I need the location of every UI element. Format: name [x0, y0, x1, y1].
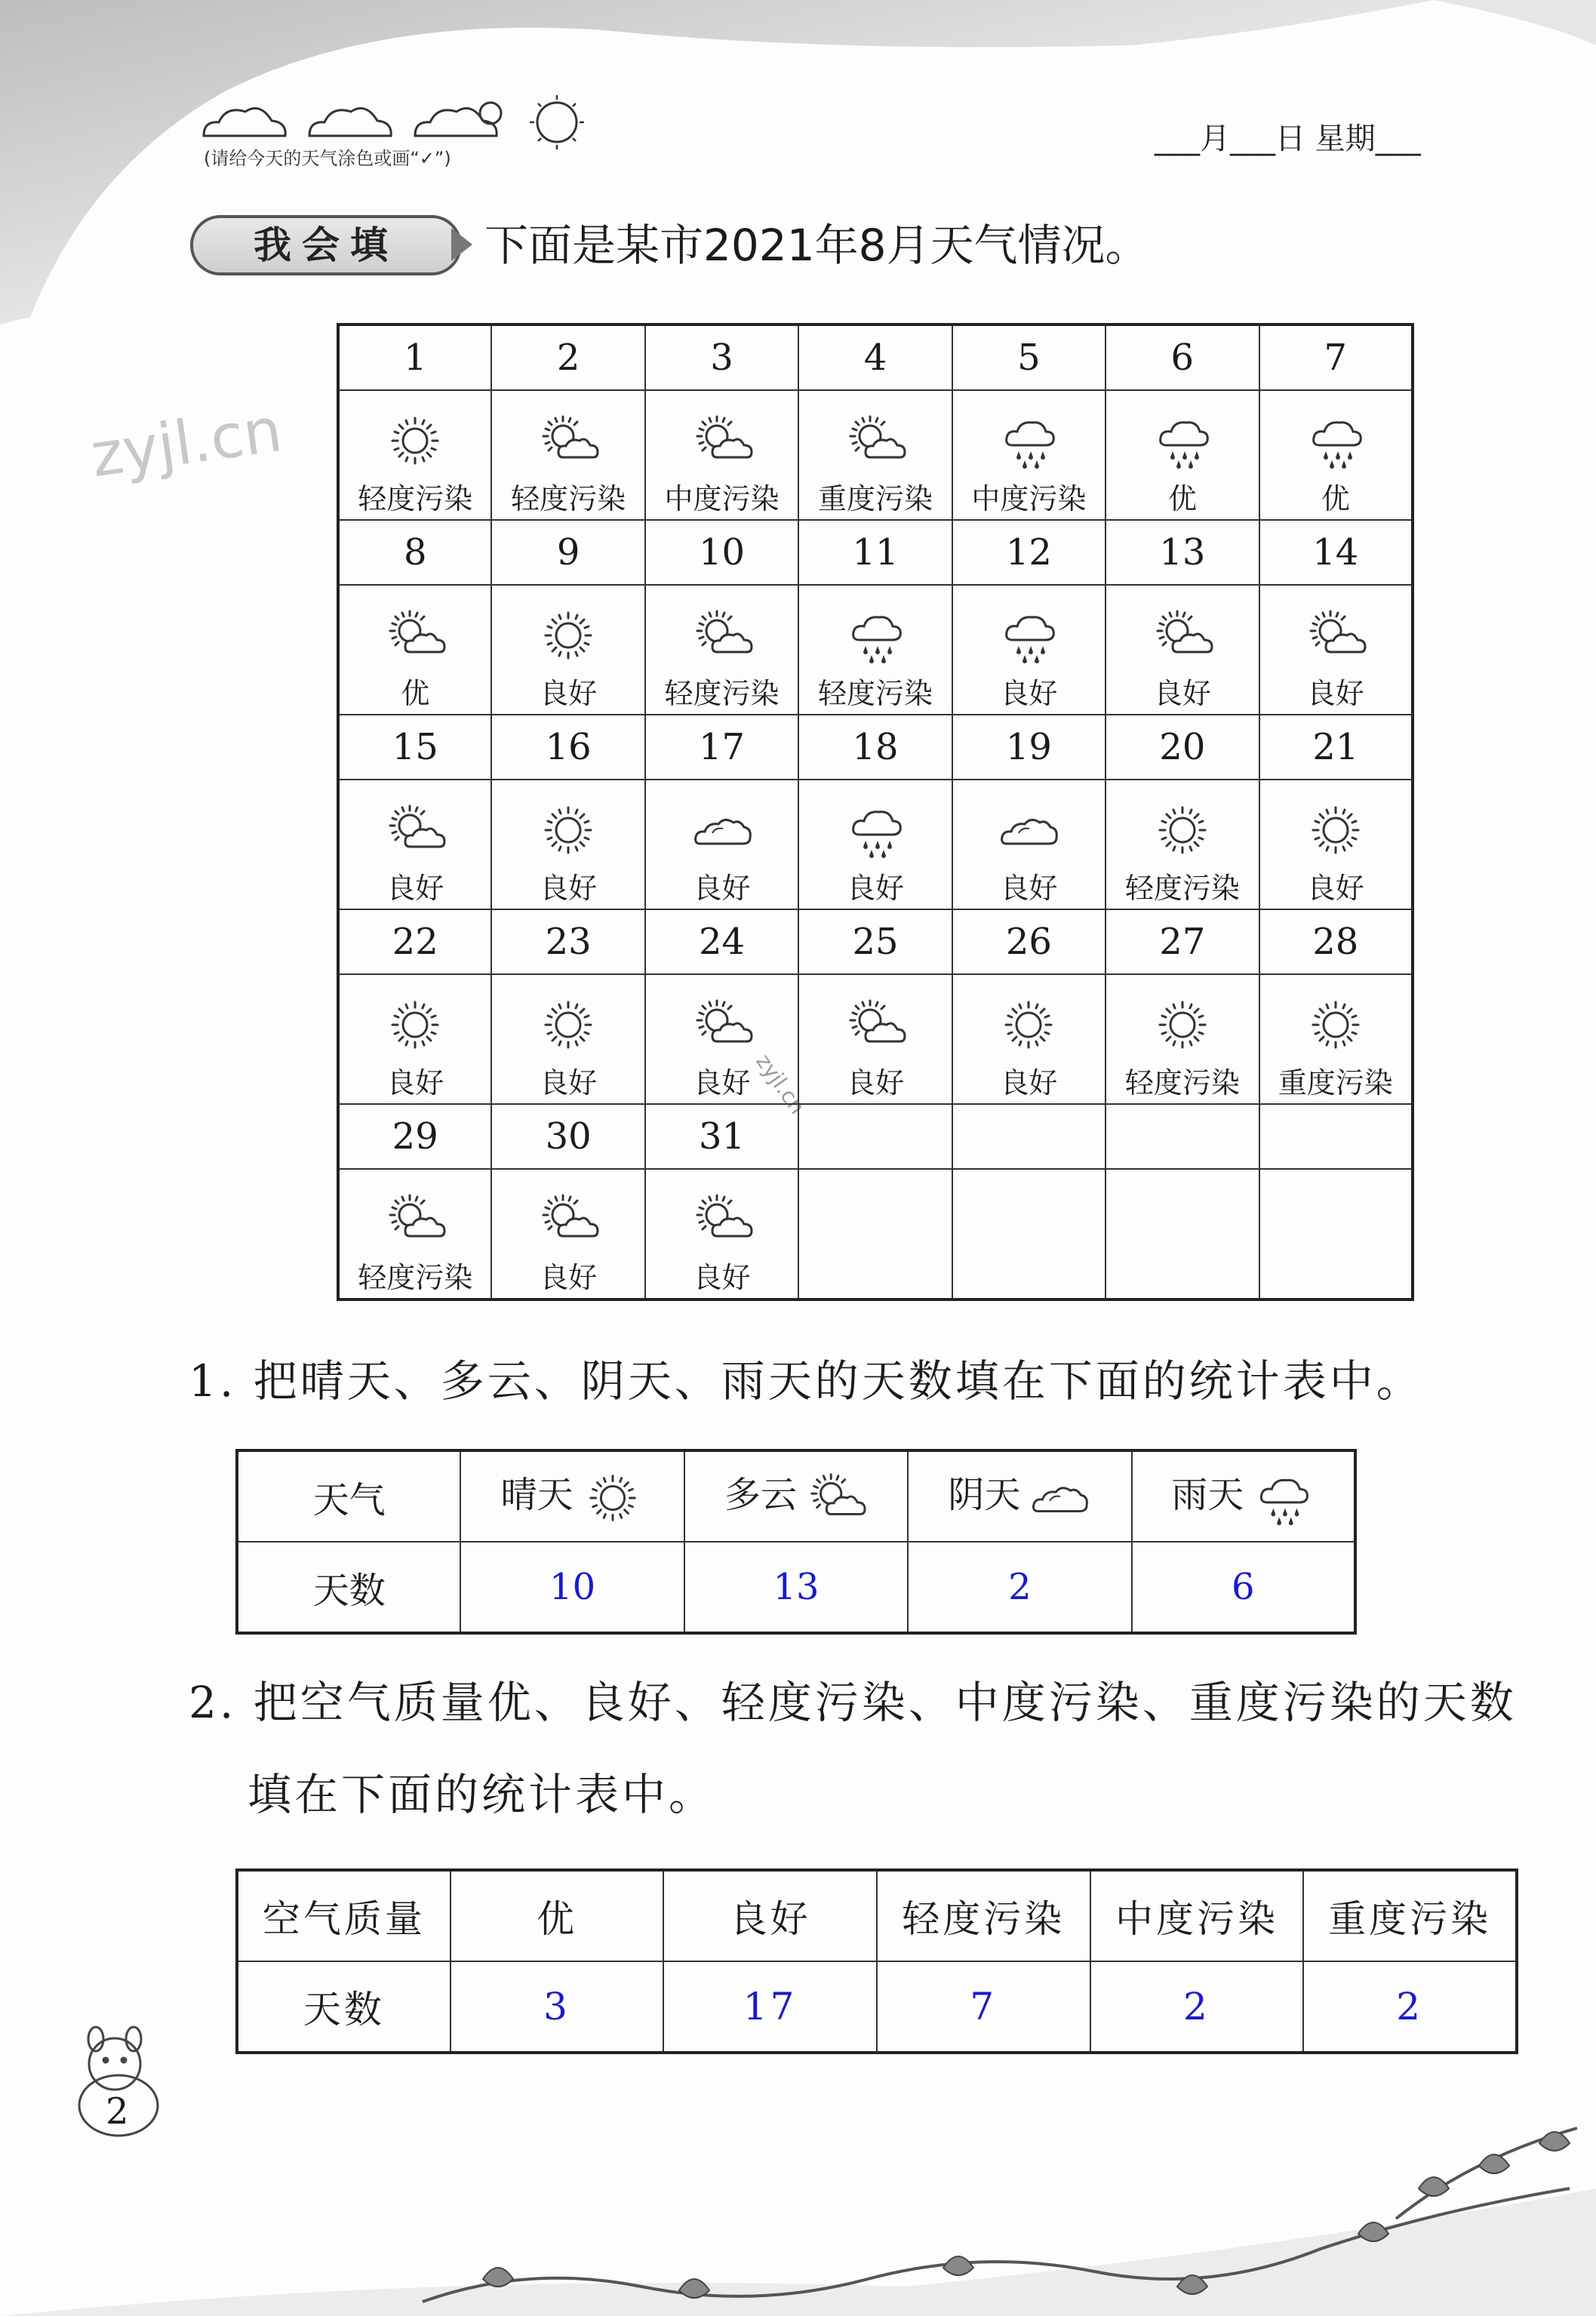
calendar-day-row — [338, 520, 1413, 585]
sunny-icon — [1303, 995, 1368, 1055]
air-quality-label: 良好 — [540, 1066, 598, 1100]
partly-cloudy-icon — [843, 411, 908, 471]
air-quality-label: 中度污染 — [971, 482, 1087, 515]
sunny-icon — [536, 995, 601, 1055]
answer-cell[interactable]: 2 — [1090, 1961, 1304, 2053]
calendar-weather-cell — [1259, 585, 1413, 715]
sunny-icon — [1303, 800, 1368, 860]
calendar-day-number — [952, 1104, 1106, 1169]
calendar-weather-cell — [645, 390, 798, 520]
air-quality-label: 良好 — [693, 1066, 751, 1100]
page-number: 2 — [106, 2090, 129, 2133]
watermark: zyjl.cn — [86, 394, 287, 491]
calendar-weather-row — [338, 974, 1413, 1104]
calendar-weather-cell — [1259, 390, 1413, 520]
calendar-weather-cell — [1106, 585, 1259, 715]
calendar-weather-cell — [798, 390, 952, 520]
calendar-day-number: 4 — [798, 324, 952, 390]
table-header-cell: 天数 — [237, 1961, 451, 2053]
calendar-day-number: 16 — [491, 715, 644, 780]
sunny-icon — [996, 995, 1061, 1055]
air-quality-label: 优 — [401, 677, 430, 710]
sunny-icon — [581, 1469, 644, 1527]
air-quality-label: 良好 — [540, 677, 598, 710]
calendar-day-number: 24 — [645, 909, 798, 974]
air-quality-label: 良好 — [846, 1066, 904, 1100]
calendar-day-number: 17 — [645, 715, 798, 780]
section-badge: 我会填 — [190, 215, 462, 275]
air-quality-label: 良好 — [1306, 677, 1364, 710]
partly-cloudy-icon — [690, 411, 755, 471]
calendar-day-number: 12 — [952, 520, 1106, 585]
calendar-day-number: 14 — [1259, 520, 1413, 585]
calendar-weather-cell — [645, 780, 798, 909]
air-quality-label: 轻度污染 — [358, 482, 473, 515]
calendar-day-number: 8 — [338, 520, 491, 585]
calendar-day-number: 5 — [952, 324, 1106, 390]
air-quality-label: 轻度污染 — [511, 482, 626, 515]
air-quality-label: 轻度污染 — [817, 677, 933, 710]
calendar-weather-cell — [645, 585, 798, 715]
calendar-weather-row — [338, 585, 1413, 715]
air-quality-label: 中度污染 — [664, 482, 780, 515]
calendar-day-number: 19 — [952, 715, 1106, 780]
calendar-day-number: 26 — [952, 909, 1106, 974]
calendar-weather-cell — [798, 974, 952, 1104]
question-2-text-line2: 填在下面的统计表中。 — [248, 1769, 716, 1820]
column-cloudy: 阴天 — [908, 1450, 1131, 1542]
calendar-weather-cell — [338, 1169, 491, 1299]
calendar-day-number — [1106, 1104, 1259, 1169]
partly-cloudy-icon — [536, 411, 601, 471]
sunny-icon — [1150, 995, 1215, 1055]
calendar-day-row — [338, 909, 1413, 974]
air-quality-label: 重度污染 — [817, 482, 933, 515]
air-quality-label: 良好 — [1153, 677, 1211, 710]
calendar-weather-cell — [491, 585, 644, 715]
air-quality-label: 良好 — [540, 1261, 598, 1294]
calendar-weather-cell — [798, 585, 952, 715]
calendar-weather-cell — [1259, 780, 1413, 909]
badge-arrow — [451, 228, 472, 261]
air-quality-label: 良好 — [1000, 1066, 1058, 1100]
column-rain: 雨天 — [1132, 1450, 1355, 1542]
calendar-weather-cell — [952, 1169, 1106, 1299]
air-quality-label: 轻度污染 — [664, 677, 780, 710]
calendar-day-number: 20 — [1106, 715, 1259, 780]
partly-cloudy-icon — [383, 800, 447, 860]
rain-icon — [996, 411, 1061, 471]
table-row — [237, 1870, 1517, 1961]
rain-icon — [1303, 411, 1368, 471]
table-header-cell: 天数 — [237, 1542, 460, 1633]
air-quality-label: 优 — [1167, 482, 1197, 515]
calendar-day-number: 1 — [338, 324, 491, 390]
calendar-weather-row — [338, 780, 1413, 909]
calendar-day-number: 6 — [1106, 324, 1259, 390]
column-header: 良好 — [663, 1870, 877, 1961]
partly-cloudy-icon — [1303, 605, 1368, 666]
air-quality-label: 良好 — [1306, 872, 1364, 905]
sunny-icon — [383, 411, 447, 471]
column-header: 轻度污染 — [877, 1870, 1090, 1961]
column-header: 优 — [451, 1870, 664, 1961]
air-quality-label: 轻度污染 — [1124, 872, 1240, 905]
calendar-weather-cell — [1106, 780, 1259, 909]
footer-vine-decoration — [0, 2098, 1596, 2316]
column-header: 中度污染 — [1090, 1870, 1304, 1961]
air-quality-label: 轻度污染 — [358, 1261, 473, 1294]
calendar-day-number: 10 — [645, 520, 798, 585]
calendar-day-row — [338, 324, 1413, 390]
calendar-day-number: 21 — [1259, 715, 1413, 780]
calendar-weather-cell — [338, 585, 491, 715]
calendar-weather-cell — [1106, 974, 1259, 1104]
sunny-icon — [536, 800, 601, 860]
column-sunny: 晴天 — [460, 1450, 684, 1542]
answer-cell[interactable]: 6 — [1132, 1542, 1355, 1633]
answer-cell[interactable]: 2 — [1303, 1961, 1517, 2053]
column-partly-cloudy: 多云 — [684, 1450, 908, 1542]
calendar-day-number: 15 — [338, 715, 491, 780]
sunny-icon — [536, 605, 601, 666]
calendar-weather-cell — [645, 1169, 798, 1299]
sunny-icon — [383, 995, 447, 1055]
rain-icon — [1251, 1469, 1315, 1527]
section-heading: 下面是某市2021年8月天气情况。 — [484, 220, 1149, 271]
calendar-day-number: 11 — [798, 520, 952, 585]
answer-cell[interactable]: 17 — [663, 1961, 877, 2053]
air-quality-label: 良好 — [846, 872, 904, 905]
calendar-day-number: 31 — [645, 1104, 798, 1169]
air-quality-label: 优 — [1321, 482, 1350, 515]
calendar-weather-cell — [645, 974, 798, 1104]
air-quality-label: 良好 — [693, 872, 751, 905]
air-quality-label: 轻度污染 — [1124, 1066, 1240, 1100]
partly-cloudy-icon — [690, 605, 755, 666]
calendar-weather-cell — [1106, 390, 1259, 520]
air-quality-label: 重度污染 — [1278, 1066, 1393, 1100]
cloudy-icon — [996, 800, 1061, 860]
calendar-weather-cell — [1106, 1169, 1259, 1299]
calendar-day-number: 27 — [1106, 909, 1259, 974]
question-1-text: 1. 把晴天、多云、阴天、雨天的天数填在下面的统计表中。 — [189, 1355, 1423, 1407]
air-quality-label: 良好 — [1000, 677, 1058, 710]
calendar-weather-cell — [338, 780, 491, 909]
calendar-day-number: 7 — [1259, 324, 1413, 390]
partly-cloudy-icon — [804, 1469, 868, 1527]
table-row — [237, 1450, 1355, 1542]
question-2-text-line1: 2. 把空气质量优、良好、轻度污染、中度污染、重度污染的天数 — [189, 1677, 1517, 1728]
rain-icon — [1150, 411, 1215, 471]
answer-cell[interactable]: 13 — [684, 1542, 908, 1633]
calendar-weather-row — [338, 1169, 1413, 1299]
calendar-day-number: 30 — [491, 1104, 644, 1169]
calendar-day-number: 18 — [798, 715, 952, 780]
weather-calendar — [337, 323, 1414, 1301]
cloudy-icon — [1028, 1469, 1091, 1527]
air-quality-count-table — [235, 1868, 1518, 2054]
calendar-day-number: 25 — [798, 909, 952, 974]
weather-count-table — [235, 1449, 1357, 1635]
calendar-weather-cell — [491, 780, 644, 909]
calendar-day-number: 2 — [491, 324, 644, 390]
air-quality-label: 良好 — [386, 872, 444, 905]
calendar-day-number: 22 — [338, 909, 491, 974]
calendar-weather-cell — [798, 1169, 952, 1299]
calendar-weather-cell — [952, 974, 1106, 1104]
column-header: 重度污染 — [1303, 1870, 1517, 1961]
cloudy-icon — [690, 800, 755, 860]
calendar-day-number — [1259, 1104, 1413, 1169]
partly-cloudy-icon — [536, 1189, 601, 1250]
table-header-cell: 天气 — [237, 1450, 460, 1542]
calendar-weather-cell — [1259, 974, 1413, 1104]
partly-cloudy-icon — [383, 1189, 447, 1250]
partly-cloudy-icon — [843, 995, 908, 1055]
answer-cell[interactable]: 7 — [877, 1961, 1090, 2053]
watermark-small: zyjl.cn — [751, 1049, 810, 1119]
calendar-day-number — [798, 1104, 952, 1169]
answer-cell[interactable]: 10 — [460, 1542, 684, 1633]
weather-hint-text: (请给今天的天气涂色或画“✓”) — [204, 148, 451, 169]
calendar-day-row — [338, 1104, 1413, 1169]
rain-icon — [996, 605, 1061, 666]
answer-cell[interactable]: 2 — [908, 1542, 1131, 1633]
calendar-day-number: 9 — [491, 520, 644, 585]
calendar-weather-cell — [952, 585, 1106, 715]
air-quality-label: 良好 — [693, 1261, 751, 1294]
calendar-day-number: 28 — [1259, 909, 1413, 974]
calendar-day-number: 23 — [491, 909, 644, 974]
partly-cloudy-icon — [383, 605, 447, 666]
calendar-weather-cell — [952, 390, 1106, 520]
date-fill-line[interactable]: ___月___日 星期___ — [1155, 121, 1421, 156]
table-row — [237, 1542, 1355, 1633]
calendar-weather-cell — [952, 780, 1106, 909]
sunny-icon — [1150, 800, 1215, 860]
partly-cloudy-icon — [690, 1189, 755, 1250]
calendar-weather-cell — [491, 390, 644, 520]
calendar-weather-cell — [798, 780, 952, 909]
rain-icon — [843, 605, 908, 666]
air-quality-label: 良好 — [540, 872, 598, 905]
table-row — [237, 1961, 1517, 2053]
calendar-weather-cell — [1259, 1169, 1413, 1299]
partly-cloudy-icon — [1150, 605, 1215, 666]
calendar-weather-cell — [491, 1169, 644, 1299]
calendar-day-number: 3 — [645, 324, 798, 390]
calendar-day-number: 29 — [338, 1104, 491, 1169]
partly-cloudy-icon — [690, 995, 755, 1055]
calendar-weather-cell — [338, 974, 491, 1104]
calendar-day-number: 13 — [1106, 520, 1259, 585]
calendar-weather-cell — [491, 974, 644, 1104]
calendar-weather-cell — [338, 390, 491, 520]
rain-icon — [843, 800, 908, 860]
calendar-weather-row — [338, 390, 1413, 520]
calendar-day-row — [338, 715, 1413, 780]
air-quality-label: 良好 — [1000, 872, 1058, 905]
air-quality-label: 良好 — [386, 1066, 444, 1100]
table-header-cell: 空气质量 — [237, 1870, 451, 1961]
answer-cell[interactable]: 3 — [451, 1961, 664, 2053]
